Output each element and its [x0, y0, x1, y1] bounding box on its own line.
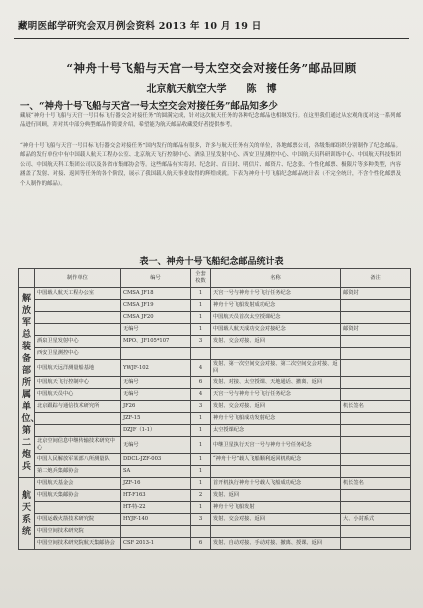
table-row: [19, 425, 411, 437]
table-header-row: [19, 269, 411, 288]
table-row: [19, 336, 411, 348]
table-row: [19, 312, 411, 324]
quantity-cell: 4: [191, 360, 211, 377]
unit-cell: 中国空间技术研究院航天集邮协会: [35, 538, 121, 550]
table-row: [19, 454, 411, 466]
table-row: [19, 437, 411, 454]
note-cell: [341, 526, 411, 538]
quantity-cell: 1: [191, 454, 211, 466]
table-row: [19, 526, 411, 538]
name-cell: 神舟十号飞船发射: [211, 502, 341, 514]
quantity-cell: 1: [191, 324, 211, 336]
unit-cell: [35, 300, 121, 312]
code-cell: JZF-15: [121, 413, 191, 425]
unit-cell: 酒泉卫星发射中心: [35, 336, 121, 348]
note-cell: [341, 300, 411, 312]
quantity-cell: 6: [191, 538, 211, 550]
note-cell: [341, 538, 411, 550]
note-cell: [341, 389, 411, 401]
name-cell: [211, 526, 341, 538]
name-cell: 发射、对接、太空授课、天地通话、撤离、返回: [211, 377, 341, 389]
note-cell: [341, 360, 411, 377]
quantity-cell: 3: [191, 514, 211, 526]
section-heading: 一、“神舟十号飞船与天宫一号太空交会对接任务”邮品知多少: [20, 101, 278, 112]
note-cell: 大、小封系式: [341, 514, 411, 526]
name-cell: [211, 466, 341, 478]
unit-cell: 中国航天基金会: [35, 478, 121, 490]
code-cell: JZF-16: [121, 478, 191, 490]
name-cell: 神舟十号飞船成功发射纪念: [211, 413, 341, 425]
note-cell: [341, 348, 411, 360]
header-cell: [19, 269, 35, 288]
name-cell: 发射、交会对接、返回: [211, 514, 341, 526]
header-cell: 备注: [341, 269, 411, 288]
table-row: [19, 478, 411, 490]
name-cell: 中继卫星执行天宫一号与神舟十号任务纪念: [211, 437, 341, 454]
article-author: 北京航天航空大学 陈 博: [146, 84, 277, 95]
note-cell: [341, 437, 411, 454]
code-cell: 无编号: [121, 437, 191, 454]
note-cell: 机长签名: [341, 478, 411, 490]
table-caption: 表一、神舟十号飞船纪念邮品统计表: [139, 257, 284, 267]
code-cell: DDCL-JZF-003: [121, 454, 191, 466]
table-row: [19, 514, 411, 526]
name-cell: “神舟十号”载人飞船顺利返回机构纪念: [211, 454, 341, 466]
table-row: [19, 538, 411, 550]
header-divider: [14, 38, 409, 39]
code-cell: MPO、JF105*107: [121, 336, 191, 348]
note-cell: [341, 454, 411, 466]
group-label: [19, 288, 40, 478]
unit-cell: 北京跟踪与通信技术研究所: [35, 401, 121, 413]
name-cell: 首开机执行神舟十号载人飞船成功纪念: [211, 478, 341, 490]
table-row: [19, 413, 411, 425]
name-cell: [211, 348, 341, 360]
code-cell: JF26: [121, 401, 191, 413]
note-cell: [341, 425, 411, 437]
code-cell: [121, 526, 191, 538]
unit-cell: [35, 312, 121, 324]
paragraph-body: “神舟十号飞船与天宫一号目标飞行器交会对接任务”国内发行的邮品有很多，许多与航天任务有关的单位，各地邮票公司，各级集邮组织分别制作了纪念邮品。邮品的发行单位中有中国载人航天工程办公室、北京航天飞行控制中心、酒泉卫星发射中心、西安卫星测控中心、中国航天员科研训练中心、中国航天科技集团公司、中国航天科工集团公司以及各省市集邮协会等。这些邮品有实寄封、纪念封、首日封、明信片、邮资片、纪念张、个性化邮票、极限片等多种类型，内容涵盖了发射、对接、返回等任务的各个阶段，展示了我国载人航天事业取得的辉煌成就。下表为神舟十号飞船纪念邮品统计表（不完全统计，不含个性化邮票及个人制作的邮品）。: [20, 143, 401, 187]
unit-cell: 中国人民解放军某部八所测量队: [35, 454, 121, 466]
paragraph-intro: 藏展“神舟十号飞船与天宫一号目标飞行器交会对接任务”的圆满完成，针对这次航天任务的各种纪念邮品也相继发行。在这里我们通过从宏观角度对这一系列邮品进行回顾，并对其中部分典型邮品作简要介绍，希望能为航天邮品收藏爱好者提供参考。: [20, 113, 401, 129]
quantity-cell: 1: [191, 413, 211, 425]
table-row: [19, 360, 411, 377]
unit-cell: 中国航天员中心: [35, 389, 121, 401]
table-row: [19, 288, 411, 300]
code-cell: SA: [121, 466, 191, 478]
header-cell: 编号: [121, 269, 191, 288]
code-cell: HT-特-22: [121, 502, 191, 514]
stamp-statistics-table: [18, 268, 411, 550]
code-cell: CMSA JF20: [121, 312, 191, 324]
code-cell: HYJF-140: [121, 514, 191, 526]
name-cell: 神舟十号飞船发射成功纪念: [211, 300, 341, 312]
note-cell: [341, 377, 411, 389]
article-title: “神舟十号飞船与天宫一号太空交会对接任务”邮品回顾: [66, 61, 357, 75]
unit-cell: 中国航天集邮协会: [35, 490, 121, 502]
unit-cell: [35, 413, 121, 425]
code-cell: 无编号: [121, 389, 191, 401]
table-row: [19, 300, 411, 312]
table-row: [19, 401, 411, 413]
note-cell: [341, 490, 411, 502]
table-row: [19, 490, 411, 502]
document-header: 藏明医邮学研究会双月例会资料 2013 年 10 月 19 日: [18, 21, 262, 32]
note-cell: [341, 336, 411, 348]
quantity-cell: 1: [191, 466, 211, 478]
code-cell: [121, 348, 191, 360]
table-row: [19, 348, 411, 360]
name-cell: 发射、交会对接、返回: [211, 336, 341, 348]
quantity-cell: 1: [191, 300, 211, 312]
quantity-cell: 1: [191, 425, 211, 437]
name-cell: 太空授课纪念: [211, 425, 341, 437]
unit-cell: 西安卫星测控中心: [35, 348, 121, 360]
quantity-cell: 1: [191, 478, 211, 490]
code-cell: HT-F163: [121, 490, 191, 502]
quantity-cell: 4: [191, 389, 211, 401]
name-cell: 天宫一号与神舟十号飞行任务纪念: [211, 288, 341, 300]
code-cell: CSF 2013-1: [121, 538, 191, 550]
note-cell: [341, 413, 411, 425]
table-row: [19, 377, 411, 389]
name-cell: 天宫一号与神舟十号飞行任务纪念: [211, 389, 341, 401]
unit-cell: [35, 425, 121, 437]
code-cell: 无编号: [121, 377, 191, 389]
unit-cell: 中国空间技术研究院: [35, 526, 121, 538]
table-row: [19, 502, 411, 514]
quantity-cell: 1: [191, 312, 211, 324]
group-label-text: 航天系统: [21, 490, 31, 537]
quantity-cell: 1: [191, 437, 211, 454]
code-cell: YWJF-102: [121, 360, 191, 377]
code-cell: DZJF（1-1）: [121, 425, 191, 437]
table-row: [19, 466, 411, 478]
unit-cell: [35, 324, 121, 336]
quantity-cell: 2: [191, 490, 211, 502]
quantity-cell: [191, 348, 211, 360]
header-cell: 名称: [211, 269, 341, 288]
table-row: [19, 324, 411, 336]
name-cell: 发射、交会对接、返回: [211, 401, 341, 413]
unit-cell: 北京空间信息中继传输技术研究中心: [35, 437, 121, 454]
header-cell: 全套枚数: [191, 269, 211, 288]
quantity-cell: 1: [191, 288, 211, 300]
unit-cell: 第二炮兵集邮协会: [35, 466, 121, 478]
quantity-cell: [191, 526, 211, 538]
table-row: [19, 389, 411, 401]
note-cell: [341, 312, 411, 324]
name-cell: 发射、自动对接、手动对接、撤离、授课、返回: [211, 538, 341, 550]
code-cell: CMSA JF18: [121, 288, 191, 300]
group-label-text: 解放军总装备部所属单位、第二炮兵: [21, 293, 40, 472]
name-cell: 发射、第一次空间交会对接、第二次空间交会对接、返回: [211, 360, 341, 377]
note-cell: 邮资封: [341, 324, 411, 336]
unit-cell: 中国载人航天工程办公室: [35, 288, 121, 300]
name-cell: 中国载人航天成功交会对接纪念: [211, 324, 341, 336]
quantity-cell: 3: [191, 336, 211, 348]
unit-cell: 中国航天飞行控制中心: [35, 377, 121, 389]
unit-cell: [35, 502, 121, 514]
note-cell: 邮资封: [341, 288, 411, 300]
name-cell: 发射、返回: [211, 490, 341, 502]
header-cell: 制作单位: [35, 269, 121, 288]
code-cell: CMSA JF19: [121, 300, 191, 312]
code-cell: 无编号: [121, 324, 191, 336]
group-label: [19, 478, 35, 550]
quantity-cell: 3: [191, 401, 211, 413]
quantity-cell: 6: [191, 377, 211, 389]
note-cell: [341, 502, 411, 514]
note-cell: [341, 466, 411, 478]
unit-cell: 中国运载火箭技术研究院: [35, 514, 121, 526]
quantity-cell: 1: [191, 502, 211, 514]
note-cell: 机长签名: [341, 401, 411, 413]
name-cell: 中国航天员首次太空授课纪念: [211, 312, 341, 324]
unit-cell: 中国航天远洋测量船基地: [35, 360, 121, 377]
